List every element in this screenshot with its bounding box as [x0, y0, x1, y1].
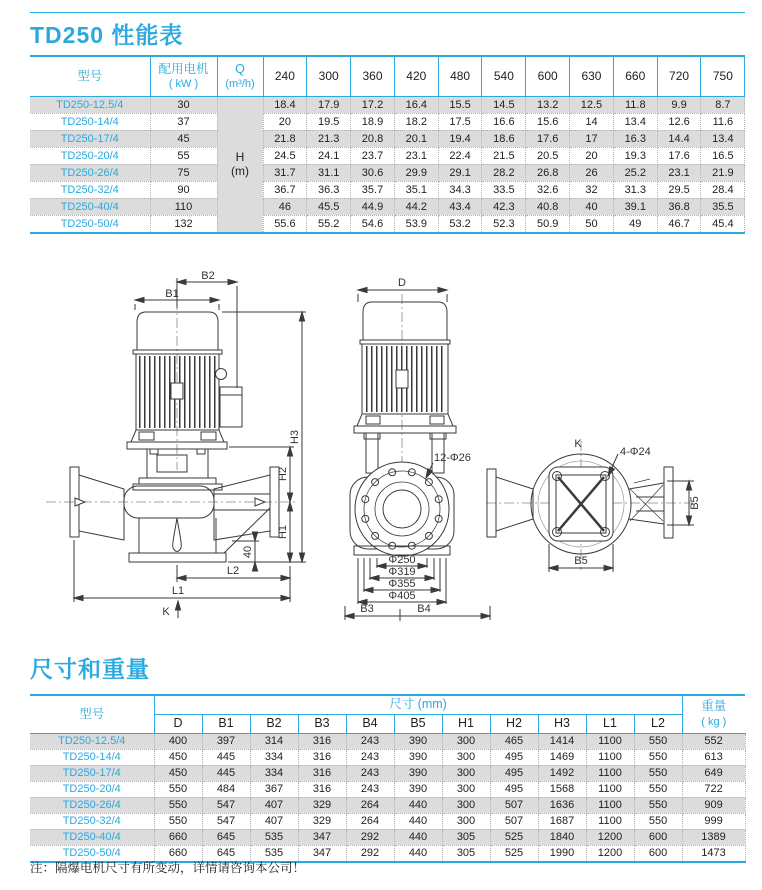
dim-label-b1: B1 [165, 288, 179, 300]
head-value-cell: 18.4 [263, 96, 307, 113]
motor-power-cell: 30 [150, 96, 217, 113]
head-value-cell: 31.1 [307, 164, 351, 181]
dimension-value-cell: 334 [250, 765, 298, 781]
head-value-cell: 20 [570, 147, 614, 164]
dimension-value-cell: 1200 [586, 845, 634, 862]
head-value-cell: 55.6 [263, 215, 307, 233]
motor-power-cell: 55 [150, 147, 217, 164]
model-cell: TD250-20/4 [30, 781, 154, 797]
dim-label-bolt12: 12-Φ26 [434, 452, 471, 464]
head-unit-cell: H (m) [217, 96, 263, 233]
head-value-cell: 13.4 [701, 130, 745, 147]
head-value-cell: 16.6 [482, 113, 526, 130]
model-cell: TD250-32/4 [30, 813, 154, 829]
model-cell: TD250-12.5/4 [30, 96, 150, 113]
col-header-dim: B2 [250, 714, 298, 733]
dimension-value-cell: 305 [442, 829, 490, 845]
dimension-value-cell: 264 [346, 797, 394, 813]
head-value-cell: 16.5 [701, 147, 745, 164]
weight-cell: 999 [682, 813, 745, 829]
dimension-value-cell: 243 [346, 781, 394, 797]
dimension-value-cell: 645 [202, 845, 250, 862]
col-header-motor: 配用电机 ( kW ) [150, 56, 217, 96]
dimension-value-cell: 300 [442, 813, 490, 829]
head-value-cell: 34.3 [438, 181, 482, 198]
col-header-model: 型号 [30, 695, 154, 733]
head-value-cell: 23.1 [394, 147, 438, 164]
dimension-value-cell: 660 [154, 845, 202, 862]
col-header-dim: H2 [490, 714, 538, 733]
dimension-row [30, 781, 745, 797]
head-value-cell: 29.5 [657, 181, 701, 198]
head-value-cell: 17.9 [307, 96, 351, 113]
head-value-cell: 44.2 [394, 198, 438, 215]
dim-label-l2: L2 [226, 565, 240, 577]
head-value-cell: 21.9 [701, 164, 745, 181]
weight-cell: 552 [682, 733, 745, 749]
dimension-value-cell: 450 [154, 765, 202, 781]
dim-label-b5-horizontal: B5 [574, 555, 588, 567]
head-value-cell: 42.3 [482, 198, 526, 215]
motor-power-cell: 45 [150, 130, 217, 147]
col-header-dim: H1 [442, 714, 490, 733]
head-value-cell: 35.7 [351, 181, 395, 198]
head-value-cell: 40.8 [526, 198, 570, 215]
col-header-dim: B4 [346, 714, 394, 733]
dim-label-phi250: Φ250 [388, 554, 416, 566]
weight-cell: 909 [682, 797, 745, 813]
model-cell: TD250-20/4 [30, 147, 150, 164]
dimension-value-cell: 1100 [586, 733, 634, 749]
dimension-value-cell: 495 [490, 749, 538, 765]
pump-front-view [46, 278, 306, 618]
head-value-cell: 21.8 [263, 130, 307, 147]
head-value-cell: 45.5 [307, 198, 351, 215]
dimension-value-cell: 484 [202, 781, 250, 797]
col-header-flow: 540 [482, 56, 526, 96]
head-value-cell: 17.6 [526, 130, 570, 147]
dimension-value-cell: 550 [634, 765, 682, 781]
dimension-value-cell: 535 [250, 829, 298, 845]
head-value-cell: 31.7 [263, 164, 307, 181]
dimension-value-cell: 525 [490, 845, 538, 862]
dimension-value-cell: 600 [634, 845, 682, 862]
head-value-cell: 32.6 [526, 181, 570, 198]
head-value-cell: 24.5 [263, 147, 307, 164]
dim-label-phi405: Φ405 [388, 590, 416, 602]
model-cell: TD250-40/4 [30, 829, 154, 845]
model-cell: TD250-50/4 [30, 845, 154, 862]
dimension-value-cell: 407 [250, 813, 298, 829]
col-header-dim: L2 [634, 714, 682, 733]
head-value-cell: 30.6 [351, 164, 395, 181]
col-header-dims: 尺寸 (mm) [154, 695, 682, 714]
head-value-cell: 17.5 [438, 113, 482, 130]
head-value-cell: 11.8 [613, 96, 657, 113]
head-value-cell: 15.5 [438, 96, 482, 113]
head-value-cell: 16.4 [394, 96, 438, 113]
dimension-value-cell: 645 [202, 829, 250, 845]
dimension-value-cell: 1492 [538, 765, 586, 781]
dimension-value-cell: 243 [346, 749, 394, 765]
dimension-row [30, 733, 745, 749]
head-value-cell: 19.5 [307, 113, 351, 130]
head-value-cell: 21.5 [482, 147, 526, 164]
dim-label-phi319: Φ319 [388, 566, 416, 578]
model-cell: TD250-26/4 [30, 797, 154, 813]
dimension-value-cell: 316 [298, 733, 346, 749]
dimension-value-cell: 440 [394, 813, 442, 829]
section-title-dimensions: 尺寸和重量 [30, 656, 150, 682]
dimension-row [30, 765, 745, 781]
dimension-value-cell: 292 [346, 845, 394, 862]
head-value-cell: 49 [613, 215, 657, 233]
col-header-dim: B3 [298, 714, 346, 733]
dimension-value-cell: 407 [250, 797, 298, 813]
motor-power-cell: 90 [150, 181, 217, 198]
dim-label-b2: B2 [201, 270, 215, 282]
head-value-cell: 8.7 [701, 96, 745, 113]
dimension-value-cell: 1200 [586, 829, 634, 845]
view-label-k-front: K [162, 606, 170, 618]
dimension-value-cell: 507 [490, 813, 538, 829]
weight-cell: 1389 [682, 829, 745, 845]
head-value-cell: 20 [263, 113, 307, 130]
dimension-value-cell: 547 [202, 813, 250, 829]
dimension-value-cell: 450 [154, 749, 202, 765]
pump-top-view [486, 441, 697, 572]
dimension-value-cell: 243 [346, 733, 394, 749]
dimension-value-cell: 1469 [538, 749, 586, 765]
head-value-cell: 53.9 [394, 215, 438, 233]
head-value-cell: 25.2 [613, 164, 657, 181]
dimension-value-cell: 465 [490, 733, 538, 749]
col-header-flow: 600 [526, 56, 570, 96]
col-header-dim: B5 [394, 714, 442, 733]
col-header-flow: 630 [570, 56, 614, 96]
dim-label-phi355: Φ355 [388, 578, 416, 590]
dimension-value-cell: 347 [298, 829, 346, 845]
col-header-dim: D [154, 714, 202, 733]
dimension-value-cell: 495 [490, 781, 538, 797]
head-value-cell: 36.7 [263, 181, 307, 198]
dimension-value-cell: 550 [634, 813, 682, 829]
dimension-value-cell: 550 [154, 781, 202, 797]
col-header-flow: 660 [613, 56, 657, 96]
head-value-cell: 46 [263, 198, 307, 215]
dimension-value-cell: 1568 [538, 781, 586, 797]
dimension-value-cell: 550 [634, 749, 682, 765]
head-value-cell: 24.1 [307, 147, 351, 164]
page-title: TD250 性能表 [30, 22, 184, 48]
head-value-cell: 29.9 [394, 164, 438, 181]
head-value-cell: 23.1 [657, 164, 701, 181]
dimension-row [30, 813, 745, 829]
dimension-row [30, 749, 745, 765]
head-value-cell: 12.5 [570, 96, 614, 113]
head-value-cell: 12.6 [657, 113, 701, 130]
head-value-cell: 22.4 [438, 147, 482, 164]
model-cell: TD250-14/4 [30, 749, 154, 765]
col-header-flow: 360 [351, 56, 395, 96]
col-header-flow: 300 [307, 56, 351, 96]
dimension-value-cell: 329 [298, 813, 346, 829]
head-value-cell: 20.8 [351, 130, 395, 147]
dim-label-d: D [398, 277, 406, 289]
dim-label-b5-vertical: B5 [689, 496, 701, 510]
head-value-cell: 43.4 [438, 198, 482, 215]
dimension-value-cell: 550 [634, 733, 682, 749]
dimension-value-cell: 1840 [538, 829, 586, 845]
dimension-value-cell: 316 [298, 749, 346, 765]
dimension-value-cell: 316 [298, 765, 346, 781]
head-value-cell: 17.6 [657, 147, 701, 164]
head-value-cell: 19.3 [613, 147, 657, 164]
dimension-value-cell: 1100 [586, 781, 634, 797]
head-value-cell: 23.7 [351, 147, 395, 164]
dimension-value-cell: 367 [250, 781, 298, 797]
head-value-cell: 53.2 [438, 215, 482, 233]
dimension-value-cell: 440 [394, 829, 442, 845]
dimension-value-cell: 305 [442, 845, 490, 862]
head-value-cell: 26 [570, 164, 614, 181]
dim-label-b4: B4 [417, 603, 431, 615]
head-value-cell: 11.6 [701, 113, 745, 130]
motor-power-cell: 132 [150, 215, 217, 233]
head-value-cell: 50.9 [526, 215, 570, 233]
head-value-cell: 45.4 [701, 215, 745, 233]
dimension-value-cell: 550 [154, 813, 202, 829]
col-header-dim: B1 [202, 714, 250, 733]
dimension-value-cell: 300 [442, 781, 490, 797]
dimension-value-cell: 507 [490, 797, 538, 813]
dimension-value-cell: 292 [346, 829, 394, 845]
col-header-flow: 720 [657, 56, 701, 96]
col-header-flow: 750 [701, 56, 745, 96]
head-value-cell: 26.8 [526, 164, 570, 181]
head-value-cell: 32 [570, 181, 614, 198]
dimension-row [30, 829, 745, 845]
dimension-value-cell: 390 [394, 749, 442, 765]
weight-cell: 613 [682, 749, 745, 765]
head-value-cell: 40 [570, 198, 614, 215]
head-value-cell: 46.7 [657, 215, 701, 233]
dim-label-h2: H2 [277, 466, 289, 482]
head-value-cell: 18.6 [482, 130, 526, 147]
dimension-value-cell: 397 [202, 733, 250, 749]
dimension-value-cell: 264 [346, 813, 394, 829]
head-value-cell: 35.5 [701, 198, 745, 215]
dimension-value-cell: 445 [202, 765, 250, 781]
head-value-cell: 16.3 [613, 130, 657, 147]
head-value-cell: 36.8 [657, 198, 701, 215]
head-value-cell: 35.1 [394, 181, 438, 198]
view-label-k-top: K [574, 438, 582, 450]
dimension-value-cell: 550 [634, 797, 682, 813]
weight-cell: 1473 [682, 845, 745, 862]
motor-power-cell: 110 [150, 198, 217, 215]
dim-label-h1: H1 [277, 524, 289, 540]
dimension-value-cell: 1100 [586, 749, 634, 765]
col-header-dim: L1 [586, 714, 634, 733]
col-header-dim: H3 [538, 714, 586, 733]
col-header-model: 型号 [30, 56, 150, 96]
head-value-cell: 13.2 [526, 96, 570, 113]
dim-label-l1: L1 [171, 585, 185, 597]
dimension-value-cell: 660 [154, 829, 202, 845]
dimension-value-cell: 525 [490, 829, 538, 845]
model-cell: TD250-26/4 [30, 164, 150, 181]
head-value-cell: 31.3 [613, 181, 657, 198]
dimension-value-cell: 547 [202, 797, 250, 813]
model-cell: TD250-12.5/4 [30, 733, 154, 749]
dimension-value-cell: 300 [442, 733, 490, 749]
dimension-value-cell: 300 [442, 749, 490, 765]
head-value-cell: 19.4 [438, 130, 482, 147]
dimension-value-cell: 390 [394, 765, 442, 781]
head-value-cell: 20.1 [394, 130, 438, 147]
head-value-cell: 18.9 [351, 113, 395, 130]
col-header-flow: 240 [263, 56, 307, 96]
dimension-value-cell: 1990 [538, 845, 586, 862]
dim-label-b3: B3 [360, 603, 374, 615]
head-value-cell: 15.6 [526, 113, 570, 130]
dim-label-40: 40 [242, 545, 254, 559]
head-value-cell: 33.5 [482, 181, 526, 198]
weight-cell: 722 [682, 781, 745, 797]
dimension-value-cell: 300 [442, 797, 490, 813]
weight-cell: 649 [682, 765, 745, 781]
dimension-value-cell: 1100 [586, 765, 634, 781]
head-value-cell: 44.9 [351, 198, 395, 215]
dimension-value-cell: 445 [202, 749, 250, 765]
motor-power-cell: 37 [150, 113, 217, 130]
dimension-value-cell: 600 [634, 829, 682, 845]
head-value-cell: 14.4 [657, 130, 701, 147]
dim-label-h3: H3 [289, 429, 301, 445]
dimension-value-cell: 535 [250, 845, 298, 862]
dimension-row [30, 797, 745, 813]
dimension-value-cell: 440 [394, 845, 442, 862]
head-value-cell: 9.9 [657, 96, 701, 113]
dimension-value-cell: 440 [394, 797, 442, 813]
dim-label-bolt4: 4-Φ24 [620, 446, 651, 458]
head-value-cell: 17 [570, 130, 614, 147]
head-value-cell: 39.1 [613, 198, 657, 215]
model-cell: TD250-17/4 [30, 130, 150, 147]
model-cell: TD250-14/4 [30, 113, 150, 130]
dimension-value-cell: 400 [154, 733, 202, 749]
dimension-value-cell: 316 [298, 781, 346, 797]
head-value-cell: 52.3 [482, 215, 526, 233]
head-value-cell: 36.3 [307, 181, 351, 198]
dimension-value-cell: 347 [298, 845, 346, 862]
dimension-value-cell: 1687 [538, 813, 586, 829]
head-value-cell: 28.2 [482, 164, 526, 181]
dimension-value-cell: 334 [250, 749, 298, 765]
head-value-cell: 50 [570, 215, 614, 233]
dimension-value-cell: 243 [346, 765, 394, 781]
col-header-q: Q (m³/h) [217, 56, 263, 96]
dimension-value-cell: 1414 [538, 733, 586, 749]
col-header-flow: 420 [394, 56, 438, 96]
head-value-cell: 18.2 [394, 113, 438, 130]
dimension-value-cell: 390 [394, 781, 442, 797]
dimension-value-cell: 1100 [586, 813, 634, 829]
col-header-flow: 480 [438, 56, 482, 96]
head-value-cell: 54.6 [351, 215, 395, 233]
head-value-cell: 29.1 [438, 164, 482, 181]
head-value-cell: 14 [570, 113, 614, 130]
head-value-cell: 17.2 [351, 96, 395, 113]
head-value-cell: 28.4 [701, 181, 745, 198]
dimension-value-cell: 314 [250, 733, 298, 749]
dimension-value-cell: 550 [154, 797, 202, 813]
dimension-value-cell: 1636 [538, 797, 586, 813]
col-header-weight: 重量 ( kg ) [682, 695, 745, 733]
model-cell: TD250-40/4 [30, 198, 150, 215]
dimension-value-cell: 1100 [586, 797, 634, 813]
head-value-cell: 21.3 [307, 130, 351, 147]
dimension-value-cell: 390 [394, 733, 442, 749]
model-cell: TD250-32/4 [30, 181, 150, 198]
dimension-value-cell: 329 [298, 797, 346, 813]
dimension-value-cell: 300 [442, 765, 490, 781]
head-value-cell: 14.5 [482, 96, 526, 113]
dimension-table [30, 694, 746, 863]
head-value-cell: 20.5 [526, 147, 570, 164]
head-value-cell: 55.2 [307, 215, 351, 233]
dimension-value-cell: 550 [634, 781, 682, 797]
motor-power-cell: 75 [150, 164, 217, 181]
model-cell: TD250-17/4 [30, 765, 154, 781]
head-value-cell: 13.4 [613, 113, 657, 130]
model-cell: TD250-50/4 [30, 215, 150, 233]
dimension-value-cell: 495 [490, 765, 538, 781]
footnote: 注：隔爆电机尺寸有所变动，详情请咨询本公司！ [30, 861, 306, 875]
